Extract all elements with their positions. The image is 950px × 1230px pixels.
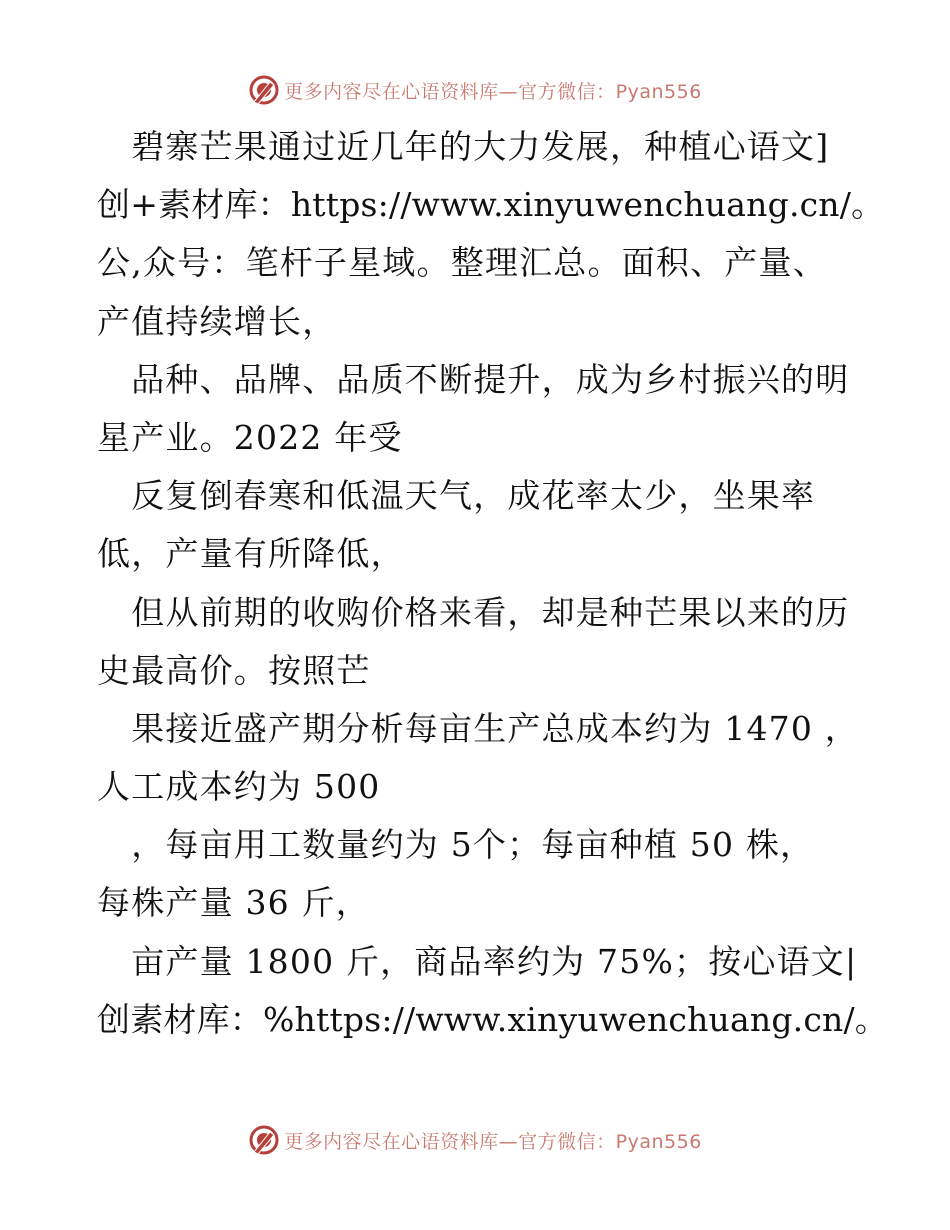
body-line: 碧寨芒果通过近几年的大力发展，种植心语文] (97, 127, 830, 166)
pen-nib-logo-icon (248, 1124, 280, 1156)
body-line: 公,众号：笔杆子星域。整理汇总。面积、产量、 (97, 243, 827, 283)
body-line: 果接近盛产期分析每亩生产总成本约为 1470 ， (97, 708, 859, 748)
document-body (97, 118, 888, 1049)
body-line: 星产业。2022 年受 (97, 417, 403, 457)
footer-banner (0, 1120, 950, 1160)
body-line: 低，产量有所降低， (97, 534, 405, 574)
body-line: 但从前期的收购价格来看，却是种芒果以来的历 (97, 592, 850, 632)
body-line: 品种、品牌、品质不断提升，成为乡村振兴的明 (97, 359, 850, 399)
pen-nib-logo-icon (248, 74, 280, 106)
body-line: 人工成本约为 500 (97, 767, 381, 807)
body-line: 史最高价。按照芒 (97, 650, 371, 690)
body-line: ，每亩用工数量约为 5个；每亩种植 50 株， (97, 825, 815, 865)
header-banner (0, 70, 950, 110)
body-line[interactable]: 创+素材库：https://www.xinyuwenchuang.cn/。 (97, 185, 885, 225)
body-line: 产值持续增长， (97, 301, 337, 341)
body-line[interactable]: 创素材库：%https://www.xinyuwenchuang.cn/。 (97, 999, 888, 1039)
body-line: 每株产量 36 斤， (97, 883, 370, 923)
header-banner-text: 更多内容尽在心语资料库—官方微信：Pyan556 (284, 80, 702, 103)
body-line: 反复倒春寒和低温天气，成花率太少，坐果率 (97, 476, 816, 516)
footer-banner-text: 更多内容尽在心语资料库—官方微信：Pyan556 (284, 1130, 702, 1153)
body-line: 亩产量 1800 斤，商品率约为 75%；按心语文| (97, 941, 858, 981)
